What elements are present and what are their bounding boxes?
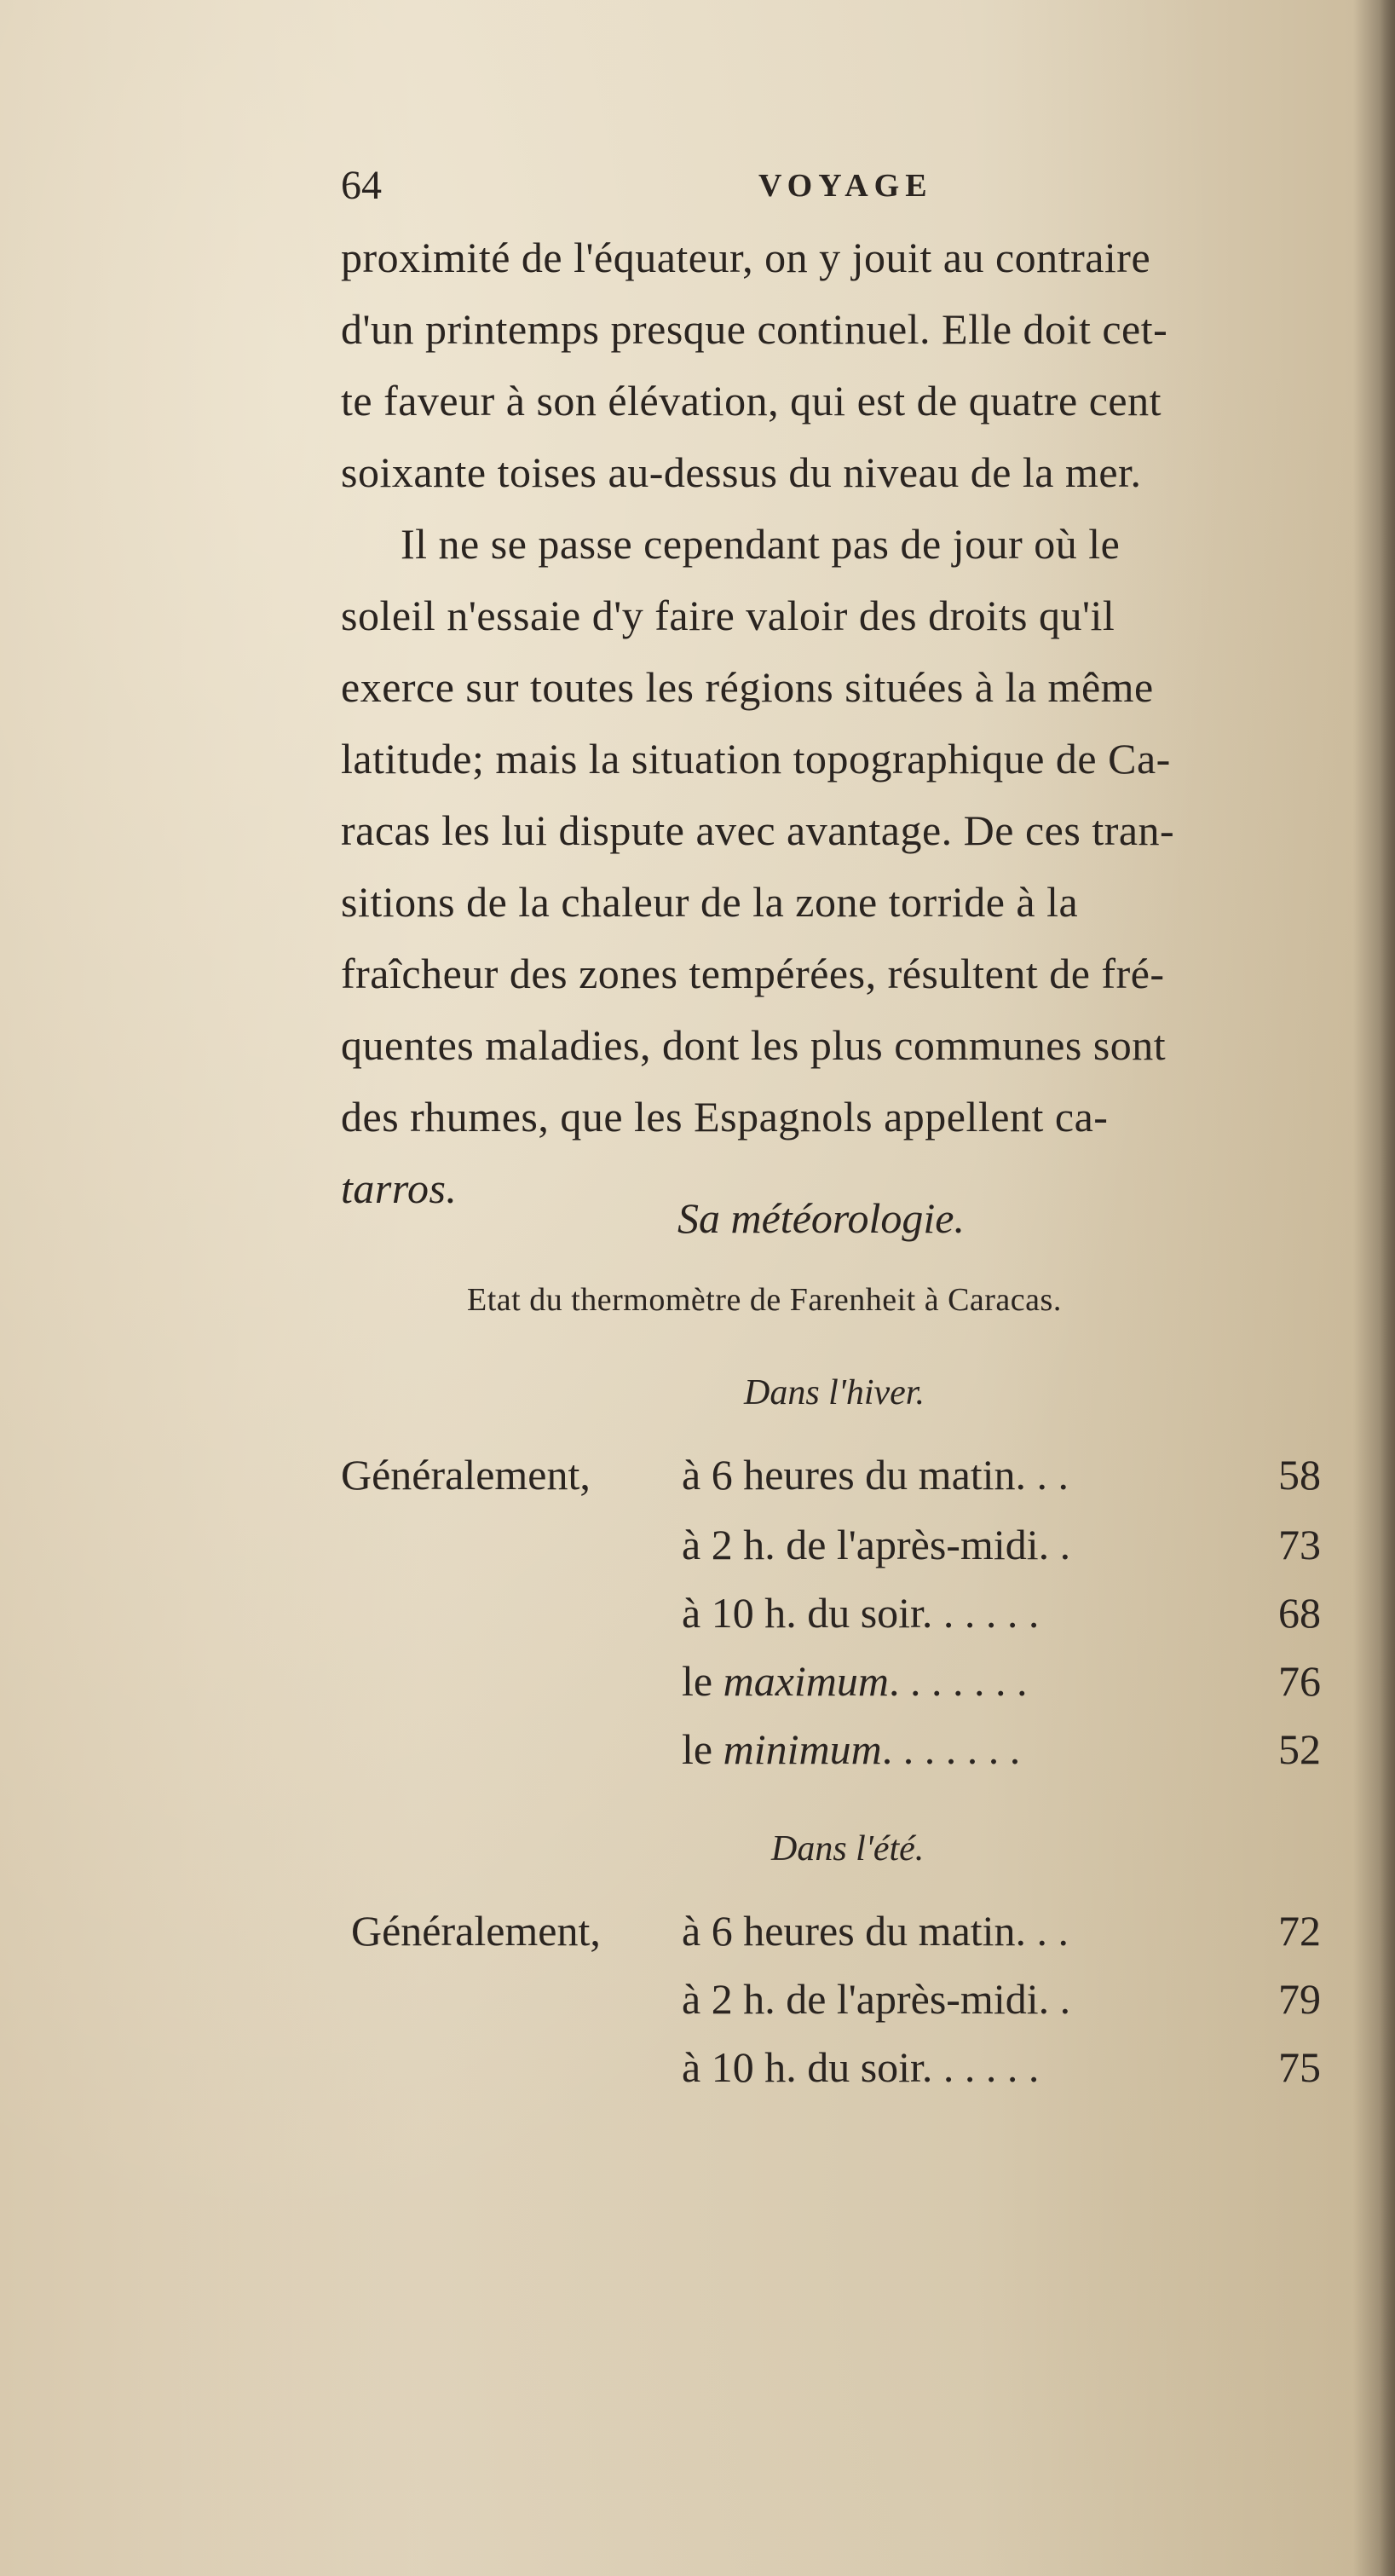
text-line: des rhumes, que les Espagnols appellent ca- bbox=[341, 1093, 1109, 1141]
section-heading: Sa météorologie. bbox=[677, 1194, 965, 1242]
text-line: Il ne se passe cependant pas de jour où le bbox=[401, 520, 1121, 568]
text-line: soleil n'essaie d'y faire valoir des droits qu'il bbox=[341, 592, 1115, 639]
text-line: racas les lui dispute avec avantage. De ces tran- bbox=[341, 806, 1175, 854]
row-prefix: Généralement, bbox=[341, 1451, 591, 1499]
row-value: 58 bbox=[1278, 1451, 1321, 1499]
row-label: à 10 h. du soir. . . . . . bbox=[682, 2043, 1040, 2091]
row-label: à 2 h. de l'après-midi. . bbox=[682, 1975, 1071, 2023]
season-heading-winter: Dans l'hiver. bbox=[744, 1373, 925, 1412]
row-value: 68 bbox=[1278, 1589, 1321, 1637]
row-label: à 6 heures du matin. . . bbox=[682, 1907, 1069, 1955]
text-line: soixante toises au-dessus du niveau de la mer. bbox=[341, 448, 1142, 496]
table-row bbox=[341, 1715, 1363, 1783]
table-row bbox=[351, 1897, 1374, 1965]
row-label-leader: . . . . . . . bbox=[881, 1725, 1021, 1773]
row-label-term: minimum bbox=[723, 1725, 882, 1773]
text-line: quentes maladies, dont les plus communes sont bbox=[341, 1021, 1167, 1069]
text-line: fraîcheur des zones tempérées, résultent de fré- bbox=[341, 950, 1165, 997]
table-row bbox=[341, 1647, 1363, 1715]
text-line: te faveur à son élévation, qui est de quatre cent bbox=[341, 377, 1162, 425]
row-label bbox=[682, 1647, 1028, 1715]
row-value: 76 bbox=[1278, 1657, 1321, 1705]
row-label-pre: le bbox=[682, 1725, 723, 1773]
text-line: d'un printemps presque continuel. Elle doit cet- bbox=[341, 305, 1168, 353]
table-row bbox=[341, 1510, 1363, 1579]
text-line: latitude; mais la situation topographique de Ca- bbox=[341, 735, 1171, 783]
row-label: à 2 h. de l'après-midi. . bbox=[682, 1521, 1071, 1568]
row-label-term: maximum bbox=[723, 1657, 890, 1705]
text-line: proximité de l'équateur, on y jouit au contraire bbox=[341, 234, 1151, 281]
row-prefix: Généralement, bbox=[351, 1907, 601, 1955]
row-value: 72 bbox=[1278, 1907, 1321, 1955]
row-label: à 6 heures du matin. . . bbox=[682, 1451, 1069, 1499]
table-row bbox=[341, 1441, 1363, 1509]
row-label-leader: . . . . . . . bbox=[889, 1657, 1028, 1705]
table-caption: Etat du thermomètre de Farenheit à Caracas. bbox=[467, 1282, 1062, 1318]
body-paragraphs bbox=[341, 222, 1389, 1224]
row-label bbox=[682, 1715, 1020, 1783]
row-value: 52 bbox=[1278, 1725, 1321, 1773]
text-line: tarros. bbox=[341, 1164, 458, 1212]
table-row bbox=[341, 1579, 1363, 1647]
text-line: sitions de la chaleur de la zone torride à la bbox=[341, 878, 1079, 926]
season-heading-summer: Dans l'été. bbox=[771, 1829, 925, 1868]
row-label: à 10 h. du soir. . . . . . bbox=[682, 1589, 1040, 1637]
row-value: 79 bbox=[1278, 1975, 1321, 2023]
page-header bbox=[341, 162, 1193, 213]
page-number: 64 bbox=[341, 163, 382, 208]
row-value: 75 bbox=[1278, 2043, 1321, 2091]
table-row bbox=[351, 2033, 1374, 2101]
row-value: 73 bbox=[1278, 1521, 1321, 1568]
table-row bbox=[351, 1965, 1374, 2033]
running-title: VOYAGE bbox=[758, 168, 933, 204]
text-line: exerce sur toutes les régions situées à la même bbox=[341, 663, 1154, 711]
row-label-pre: le bbox=[682, 1657, 723, 1705]
